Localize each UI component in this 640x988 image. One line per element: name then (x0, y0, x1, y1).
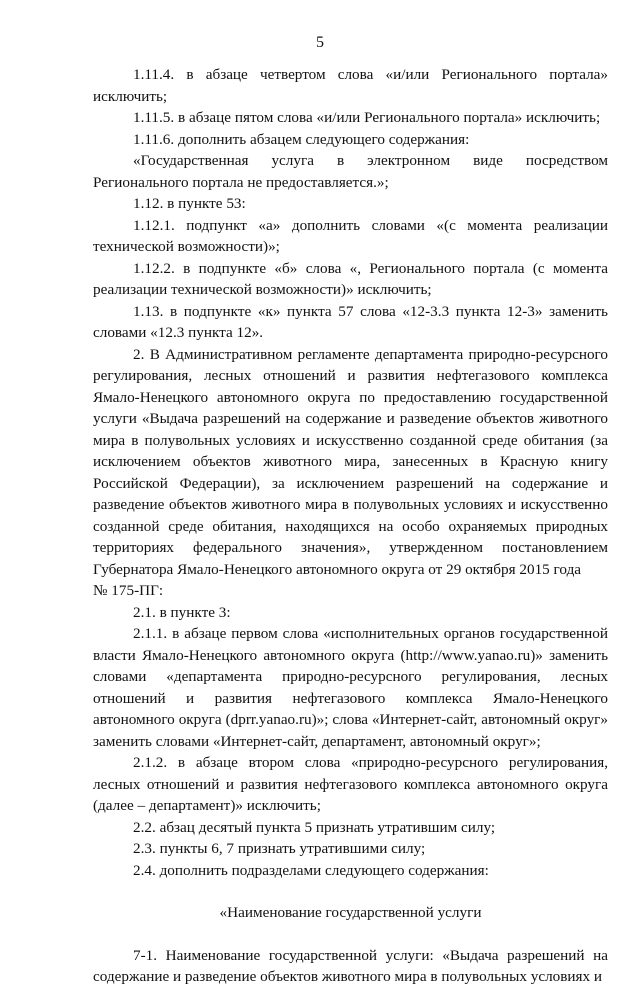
paragraph-1-12-2: 1.12.2. в подпункте «б» слова «, Регионального портала (с момента реализации технической возможности)» исключить; (93, 259, 608, 298)
paragraph-7-1: 7-1. Наименование государственной услуги: «Выдача разрешений на содержание и разведение объектов животного мира в полувольных условиях и (93, 946, 608, 985)
paragraph-2-4: 2.4. дополнить подразделами следующего содержания: (133, 861, 489, 879)
paragraph-2-2: 2.2. абзац десятый пункта 5 признать утратившим силу; (133, 818, 496, 836)
section-heading: «Наименование государственной услуги (219, 904, 482, 921)
paragraph-1-12: 1.12. в пункте 53: (133, 195, 246, 212)
paragraph-2: 2. В Административном регламенте департамента природно-ресурсного регулирования, лесных отношений и развития нефтегазового комплекса Ямало-Ненецкого автономного округа по предоставлению государственной услуги «Выдача разрешений на содержание и разведение объектов животного мира в полувольных условиях и искусственно созданной среде обитания (за исключением объектов животного мира, занесенных в Красную книгу Российской Федерации), за исключением разрешений на содержание и разведение объектов животного мира в полувольных условиях и искусственно созданной среде обитания, находящихся на особо охраняемых природных территориях федерального значения», утвержденном постановлением Губернатора Ямало-Ненецкого автономного округа от 29 октября 2015 года (93, 345, 608, 578)
paragraph-quote-service: «Государственная услуга в электронном виде посредством Регионального портала не предоставляется.»; (93, 152, 608, 191)
paragraph-2-number: № 175-ПГ: (93, 582, 164, 599)
paragraph-2-3: 2.3. пункты 6, 7 признать утратившими силу; (133, 840, 426, 857)
paragraph-2-1-2: 2.1.2. в абзаце втором слова «природно-ресурсного регулирования, лесных отношений и развития нефтегазового комплекса автономного округа (далее – департамент)» исключить; (93, 754, 608, 814)
paragraph-2-1-1: 2.1.1. в абзаце первом слова «исполнительных органов государственной власти Ямало-Ненецкого автономного округа (http://www.yanao.ru)» заменить словами «департамента природно-ресурсного регулирования, лесных отношений и развития нефтегазового комплекса Ямало-Ненецкого автономного округа (dprr.yanao.ru)»; слова «Интернет-сайт, автономный округ» заменить словами «Интернет-сайт, департамент, автономный округ»; (93, 625, 608, 750)
paragraph-2-1: 2.1. в пункте 3: (133, 603, 231, 621)
page-number: 5 (316, 34, 324, 51)
paragraph-1-11-5: 1.11.5. в абзаце пятом слова «и/или Регионального портала» исключить; (133, 109, 601, 126)
paragraph-1-11-6: 1.11.6. дополнить абзацем следующего содержания: (133, 130, 470, 148)
paragraph-1-12-1: 1.12.1. подпункт «а» дополнить словами «(с момента реализации технической возможности)»; (93, 216, 608, 255)
document-body (93, 64, 608, 988)
paragraph-1-13: 1.13. в подпункте «к» пункта 57 слова «12-3.3 пункта 12-3» заменить словами «12.3 пункта 12». (93, 302, 608, 341)
paragraph-1-11-4: 1.11.4. в абзаце четвертом слова «и/или Регионального портала» исключить; (93, 66, 608, 105)
